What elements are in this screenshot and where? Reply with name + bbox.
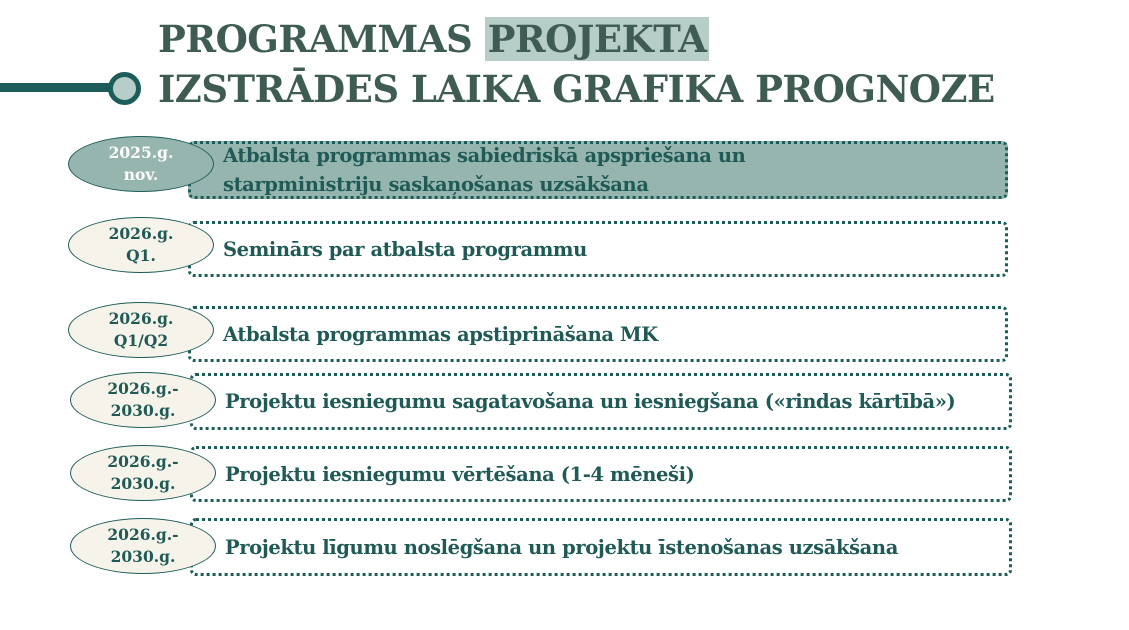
timeline-item-box	[190, 446, 1012, 502]
timeline-item-text-line-2: starpministriju saskaņošanas uzsākšana	[223, 173, 649, 196]
decorative-circle	[108, 72, 141, 105]
timeline-item-text-line-1: Atbalsta programmas sabiedriskā apspriešana un	[223, 144, 746, 167]
date-line-2: 2030.g.	[110, 474, 176, 493]
timeline-item-box	[188, 221, 1008, 277]
date-line-1: 2025.g.	[108, 143, 174, 162]
timeline-item-text: Projektu līgumu noslēgšana un projektu īstenošanas uzsākšana	[225, 535, 898, 559]
timeline-date-badge	[70, 372, 216, 428]
timeline-item-text: Projektu iesniegumu vērtēšana (1-4 mēneši)	[225, 462, 695, 486]
timeline-item-box	[188, 306, 1008, 362]
title-line-2: IZSTRĀDES LAIKA GRAFIKA PROGNOZE	[158, 67, 995, 111]
timeline-date-badge	[70, 445, 216, 501]
timeline-date-badge	[70, 518, 216, 574]
timeline-item-text: Projektu iesniegumu sagatavošana un iesniegšana («rindas kārtībā»)	[225, 390, 956, 413]
date-line-1: 2026.g.	[108, 309, 174, 328]
title-part-a: PROGRAMMAS	[158, 17, 485, 61]
timeline-item-box	[190, 373, 1012, 430]
timeline-item-box	[190, 518, 1012, 576]
timeline-date-badge	[68, 217, 214, 273]
date-line-2: Q1/Q2	[113, 331, 169, 350]
date-line-1: 2026.g.-	[107, 525, 179, 544]
date-line-1: 2026.g.-	[107, 379, 179, 398]
date-line-2: Q1.	[126, 246, 156, 265]
date-line-2: 2030.g.	[110, 401, 176, 420]
date-line-1: 2026.g.-	[107, 452, 179, 471]
date-line-1: 2026.g.	[108, 224, 174, 243]
timeline-item-box	[188, 141, 1008, 199]
decorative-line	[0, 83, 112, 92]
title-highlight: PROJEKTA	[485, 17, 710, 61]
date-line-2: nov.	[123, 165, 159, 184]
timeline-item-text: Seminārs par atbalsta programmu	[223, 237, 587, 261]
page-title	[158, 14, 995, 114]
date-line-2: 2030.g.	[110, 547, 176, 566]
title-line-1	[158, 14, 995, 64]
timeline-item-text: Atbalsta programmas apstiprināšana MK	[223, 322, 658, 346]
timeline-date-badge	[68, 136, 214, 192]
timeline-date-badge	[68, 302, 214, 358]
timeline-item-text	[191, 141, 755, 199]
